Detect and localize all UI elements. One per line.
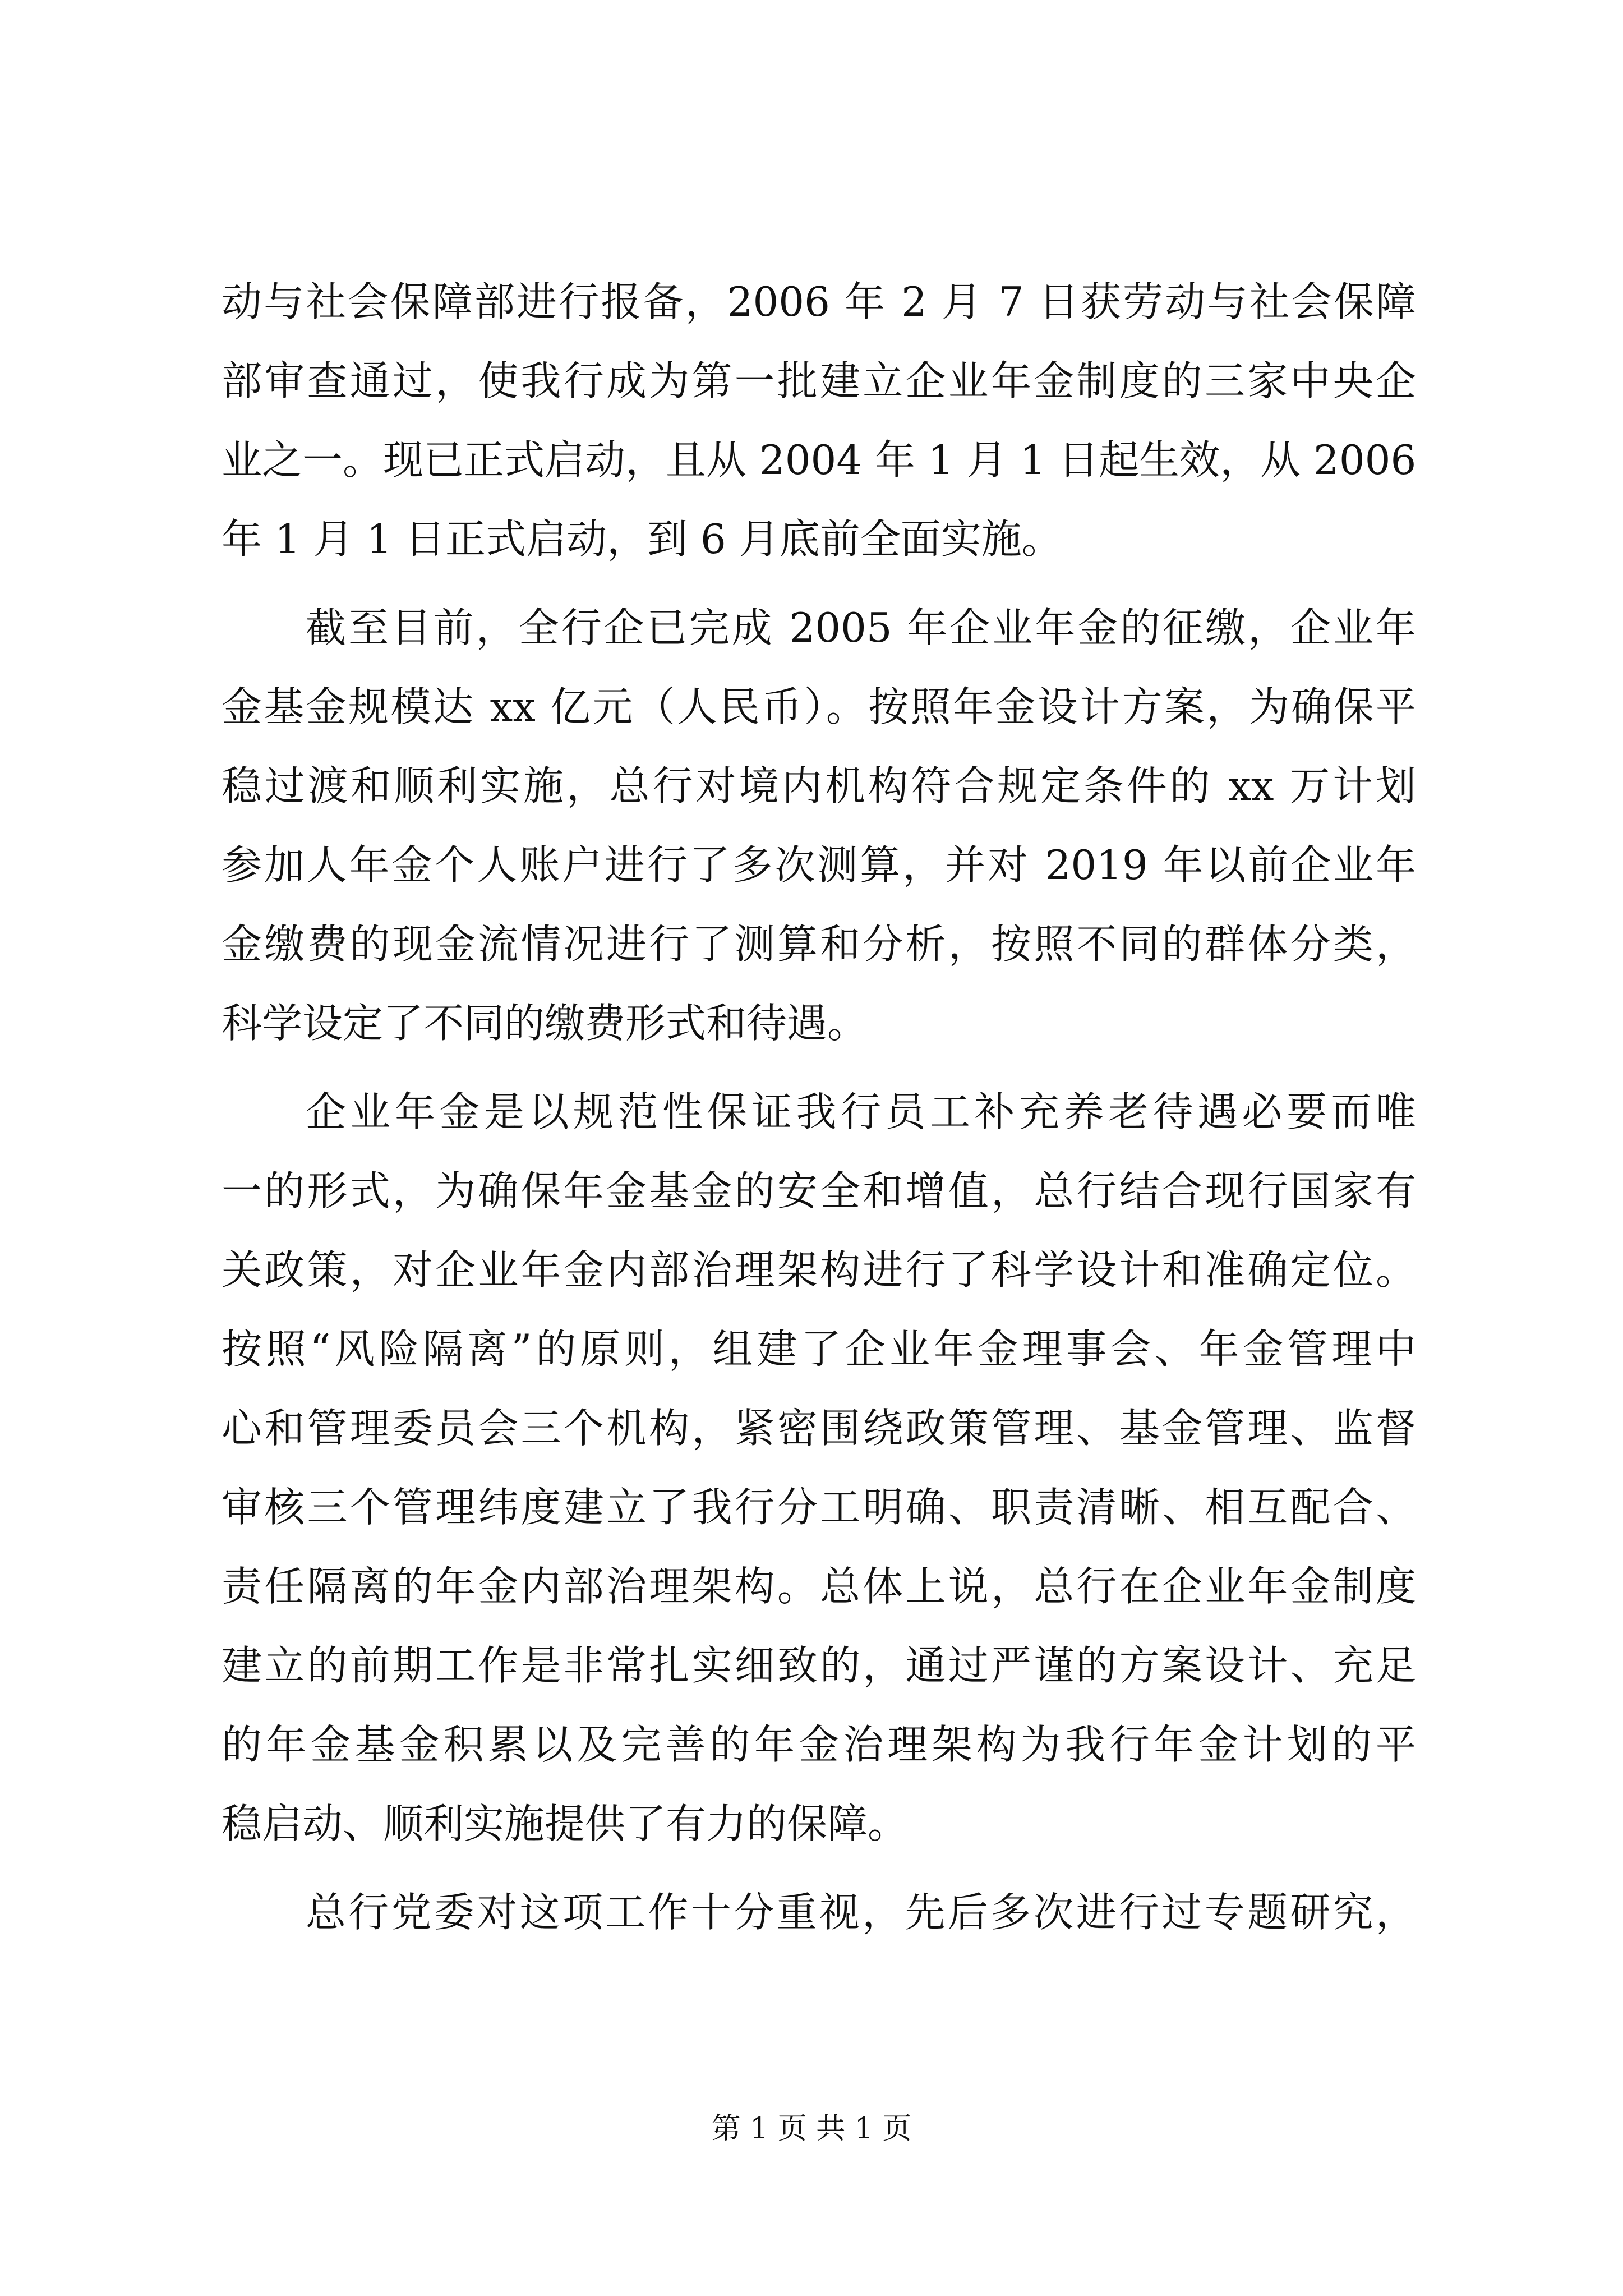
text-line: 责任隔离的年金内部治理架构。总体上说，总行在企业年金制度 bbox=[222, 1563, 1416, 1610]
text-line: 金基金规模达 xx 亿元（人民币）。按照年金设计方案，为确保平 bbox=[222, 683, 1416, 730]
text-line: 心和管理委员会三个机构，紧密围绕政策管理、基金管理、监督 bbox=[222, 1405, 1416, 1452]
text-line: 审核三个管理纬度建立了我行分工明确、职责清晰、相互配合、 bbox=[222, 1484, 1416, 1531]
text-line: 企业年金是以规范性保证我行员工补充养老待遇必要而唯 bbox=[306, 1088, 1416, 1135]
text-line: 关政策，对企业年金内部治理架构进行了科学设计和准确定位。 bbox=[222, 1246, 1416, 1294]
paragraph-3 bbox=[222, 1073, 1416, 1864]
text-line: 的年金基金积累以及完善的年金治理架构为我行年金计划的平 bbox=[222, 1721, 1416, 1768]
text-line: 建立的前期工作是非常扎实细致的，通过严谨的方案设计、充足 bbox=[222, 1642, 1416, 1689]
text-line: 部审查通过，使我行成为第一批建立企业年金制度的三家中央企 bbox=[222, 357, 1416, 404]
paragraph-1 bbox=[222, 263, 1416, 579]
document-body bbox=[222, 263, 1416, 1952]
text-line: 稳过渡和顺利实施，总行对境内机构符合规定条件的 xx 万计划 bbox=[222, 762, 1416, 809]
text-line: 参加人年金个人账户进行了多次测算，并对 2019 年以前企业年 bbox=[222, 841, 1416, 889]
page-footer: 第 1 页 共 1 页 bbox=[711, 2112, 912, 2146]
text-line: 稳启动、顺利实施提供了有力的保障。 bbox=[222, 1800, 909, 1847]
text-line: 总行党委对这项工作十分重视，先后多次进行过专题研究， bbox=[306, 1889, 1416, 1936]
text-line: 业之一。现已正式启动，且从 2004 年 1 月 1 日起生效，从 2006 bbox=[222, 436, 1416, 484]
text-line: 一的形式，为确保年金基金的安全和增值，总行结合现行国家有 bbox=[222, 1167, 1416, 1214]
text-line: 截至目前，全行企已完成 2005 年企业年金的征缴，企业年 bbox=[306, 604, 1416, 651]
text-line: 金缴费的现金流情况进行了测算和分析，按照不同的群体分类， bbox=[222, 921, 1416, 968]
paragraph-2 bbox=[222, 588, 1416, 1063]
text-line: 按照“风险隔离”的原则，组建了企业年金理事会、年金管理中 bbox=[222, 1326, 1416, 1373]
text-line: 动与社会保障部进行报备，2006 年 2 月 7 日获劳动与社会保障 bbox=[222, 278, 1416, 325]
paragraph-4 bbox=[222, 1873, 1416, 1952]
text-line: 年 1 月 1 日正式启动，到 6 月底前全面实施。 bbox=[222, 516, 1062, 563]
text-line: 科学设定了不同的缴费形式和待遇。 bbox=[222, 1000, 868, 1047]
